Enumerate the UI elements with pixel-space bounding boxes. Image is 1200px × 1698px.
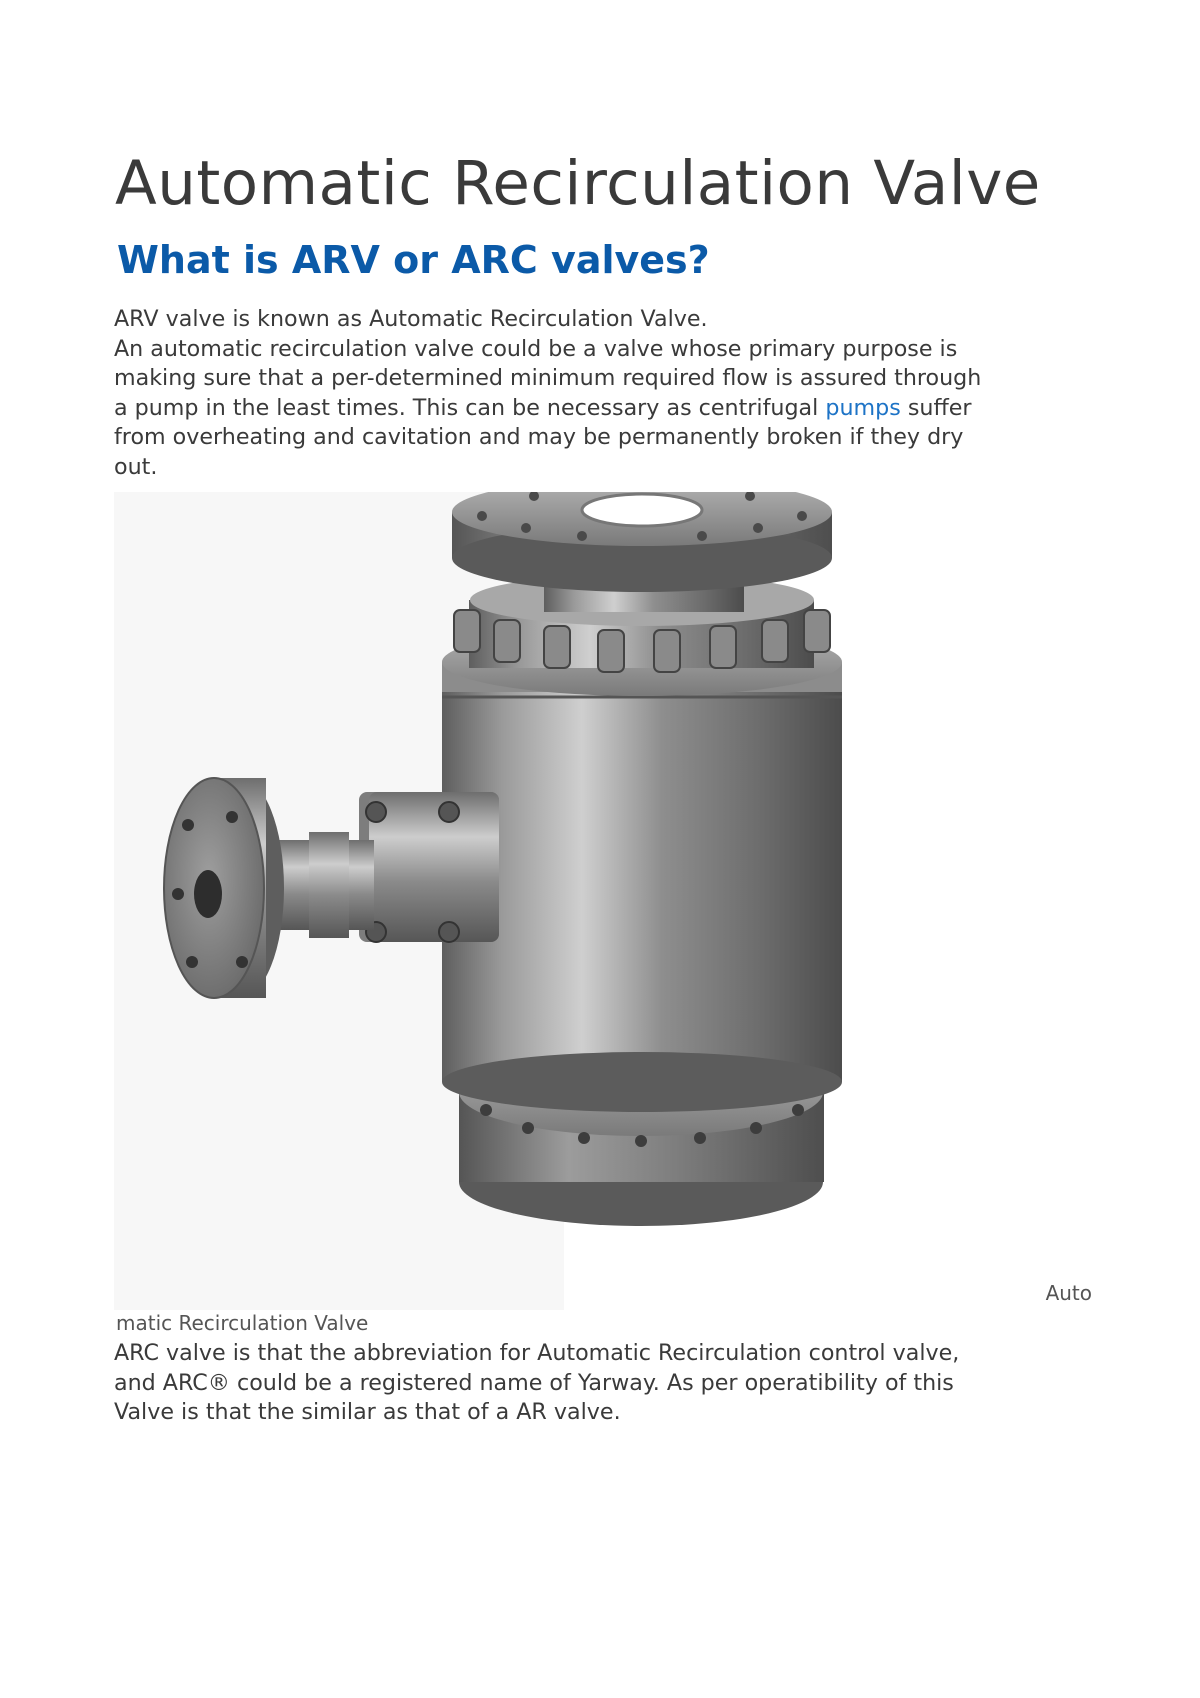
arc-line: ARC valve is that the abbreviation for Automatic Recirculation control valve, — [114, 1340, 960, 1366]
automatic-recirculation-valve-illustration — [114, 492, 1094, 1310]
intro-line: making sure that a per-determined minimum required flow is assured through — [114, 365, 982, 392]
figure-caption-tail: Auto — [1045, 1281, 1092, 1305]
valve-body — [442, 628, 842, 1112]
intro-line-with-link — [114, 394, 1094, 424]
intro-line: ARV valve is known as Automatic Recirculation Valve. — [114, 306, 708, 332]
page-title: Automatic Recirculation Valve — [115, 148, 1041, 219]
intro-text: a pump in the least times. This can be necessary as centrifugal — [114, 394, 826, 421]
side-flange — [164, 778, 284, 998]
intro-line: out. — [114, 453, 158, 480]
arc-line: and ARC® could be a registered name of Yarway. As per operatibility of this — [114, 1369, 954, 1396]
intro-paragraph — [114, 305, 1094, 483]
figure-caption-head: matic Recirculation Valve — [116, 1311, 369, 1335]
arc-line: Valve is that the similar as that of a AR valve. — [114, 1399, 621, 1426]
top-flange — [452, 492, 832, 592]
bypass-housing — [359, 792, 499, 942]
intro-line: from overheating and cavitation and may be permanently broken if they dry — [114, 424, 964, 451]
intro-text: suffer — [900, 394, 972, 421]
intro-line: An automatic recirculation valve could be a valve whose primary purpose is — [114, 335, 958, 362]
valve-image — [114, 492, 1094, 1310]
section-heading: What is ARV or ARC valves? — [117, 238, 710, 282]
pumps-link[interactable]: pumps — [825, 394, 901, 421]
arc-paragraph — [114, 1339, 1094, 1428]
